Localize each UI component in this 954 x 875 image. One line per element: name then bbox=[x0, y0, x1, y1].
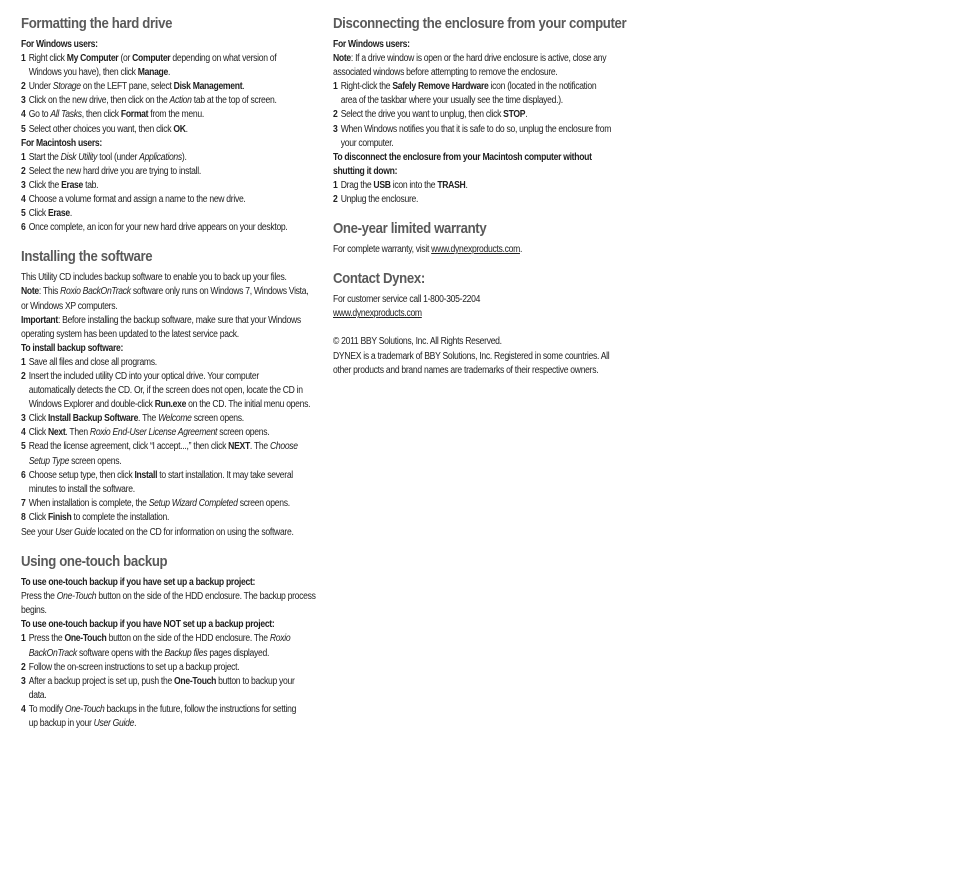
disconnecting-mac-heading: To disconnect the enclosure from your Macintosh computer without bbox=[333, 151, 592, 163]
warranty-section bbox=[333, 219, 625, 257]
installing-note: Note: This Roxio BackOnTrack software only runs on Windows 7, Windows Vista, bbox=[21, 286, 309, 298]
copyright: © 2011 BBY Solutions, Inc. All Rights Reserved. bbox=[333, 336, 502, 348]
list-item: 1 Drag the USB icon into the TRASH. bbox=[333, 179, 468, 191]
left-column bbox=[21, 14, 317, 743]
formatting-mac-heading: For Macintosh users: bbox=[21, 137, 102, 149]
list-item: 2 Insert the included utility CD into your optical drive. Your computer bbox=[21, 370, 259, 382]
warranty-title: One-year limited warranty bbox=[333, 220, 487, 238]
installing-intro: This Utility CD includes backup software to enable you to back up your files. bbox=[21, 272, 287, 284]
formatting-section bbox=[21, 14, 317, 235]
list-item: 3 Click the Erase tab. bbox=[21, 179, 99, 191]
list-item: 4 Choose a volume format and assign a name to the new drive. bbox=[21, 194, 246, 206]
installing-note-cont: or Windows XP computers. bbox=[21, 300, 118, 312]
list-item-continuation: automatically detects the CD. Or, if the screen does not open, locate the CD in bbox=[28, 385, 303, 397]
disconnecting-windows-heading: For Windows users: bbox=[333, 39, 410, 50]
list-item-continuation: area of the taskbar where your usually see the time displayed.). bbox=[340, 95, 563, 107]
contact-phone: For customer service call 1-800-305-2204 bbox=[333, 294, 481, 306]
list-item: 6 Choose setup type, then click Install to start installation. It may take several bbox=[21, 469, 293, 481]
list-item: 2 Select the new hard drive you are trying to install. bbox=[21, 165, 201, 177]
disconnecting-title: Disconnecting the enclosure from your computer bbox=[333, 15, 627, 32]
list-item: 6 Once complete, an icon for your new hard drive appears on your desktop. bbox=[21, 222, 288, 234]
list-item: 2 Select the drive you want to unplug, then click STOP. bbox=[333, 109, 528, 121]
onetouch-heading-1: To use one-touch backup if you have set up a backup project: bbox=[21, 577, 256, 589]
warranty-link[interactable]: www.dynexproducts.com bbox=[431, 244, 520, 256]
disconnecting-mac-heading-cont: shutting it down: bbox=[333, 165, 398, 177]
list-item-continuation: Windows you have), then click Manage. bbox=[28, 67, 171, 79]
list-item: 1 Start the Disk Utility tool (under Applications). bbox=[21, 151, 187, 163]
disconnecting-note: Note: If a drive window is open or the hard drive enclosure is active, close any bbox=[333, 53, 607, 65]
onetouch-heading-2: To use one-touch backup if you have NOT set up a backup project: bbox=[21, 619, 275, 631]
installing-important: Important: Before installing the backup software, make sure that your Windows bbox=[21, 314, 301, 326]
list-item: 1 Right click My Computer (or Computer depending on what version of bbox=[21, 53, 277, 65]
list-item-continuation: data. bbox=[28, 689, 47, 701]
list-item-continuation: minutes to install the software. bbox=[28, 483, 135, 495]
onetouch-para: Press the One-Touch button on the side of the HDD enclosure. The backup process bbox=[21, 591, 316, 603]
installing-section bbox=[21, 247, 317, 540]
list-item: 3 Click Install Backup Software. The Welcome screen opens. bbox=[21, 413, 244, 425]
list-item-continuation: Windows Explorer and double-click Run.exe on the CD. The initial menu opens. bbox=[28, 399, 311, 411]
installing-important-cont: operating system has been updated to the latest service pack. bbox=[21, 328, 239, 340]
trademark: DYNEX is a trademark of BBY Solutions, Inc. Registered in some countries. All bbox=[333, 350, 610, 362]
list-item: 1 Press the One-Touch button on the side of the HDD enclosure. The Roxio bbox=[21, 633, 291, 645]
list-item: 4 Click Next. Then Roxio End-User License Agreement screen opens. bbox=[21, 427, 270, 439]
list-item-continuation: your computer. bbox=[340, 137, 394, 149]
see-user-guide: See your User Guide located on the CD for information on using the software. bbox=[21, 527, 294, 538]
list-item-continuation: up backup in your User Guide. bbox=[28, 718, 137, 730]
contact-title: Contact Dynex: bbox=[333, 270, 425, 288]
list-item: 2 Under Storage on the LEFT pane, select Disk Management. bbox=[21, 81, 245, 93]
installing-title: Installing the software bbox=[21, 248, 153, 266]
disconnecting-section bbox=[333, 14, 625, 207]
onetouch-section bbox=[21, 552, 317, 731]
list-item: 8 Click Finish to complete the installation. bbox=[21, 511, 170, 523]
to-install-heading: To install backup software: bbox=[21, 342, 124, 354]
warranty-text: For complete warranty, visit www.dynexproducts.com. bbox=[333, 244, 523, 256]
onetouch-title: Using one-touch backup bbox=[21, 553, 168, 571]
list-item: 1 Right-click the Safely Remove Hardware icon (located in the notification bbox=[333, 81, 597, 93]
contact-link[interactable]: www.dynexproducts.com bbox=[333, 308, 422, 320]
list-item: 3 Click on the new drive, then click on the Action tab at the top of screen. bbox=[21, 95, 277, 107]
list-item: 1 Save all files and close all programs. bbox=[21, 356, 157, 368]
onetouch-para-cont: begins. bbox=[21, 605, 47, 617]
list-item: 7 When installation is complete, the Setup Wizard Completed screen opens. bbox=[21, 497, 290, 509]
right-column bbox=[333, 14, 625, 390]
list-item: 5 Click Erase. bbox=[21, 208, 72, 220]
list-item: 2 Follow the on-screen instructions to set up a backup project. bbox=[21, 661, 240, 673]
list-item: 5 Read the license agreement, click “I accept...,” then click NEXT. The Choose bbox=[21, 441, 298, 453]
trademark-cont: other products and brand names are trademarks of their respective owners. bbox=[333, 364, 599, 376]
list-item: 2 Unplug the enclosure. bbox=[333, 194, 419, 206]
disconnecting-note-cont: associated windows before attempting to remove the enclosure. bbox=[333, 67, 558, 79]
formatting-title: Formatting the hard drive bbox=[21, 15, 173, 32]
contact-section bbox=[333, 269, 625, 377]
formatting-windows-heading: For Windows users: bbox=[21, 39, 98, 50]
list-item: 4 Go to All Tasks, then click Format from the menu. bbox=[21, 109, 204, 121]
list-item: 5 Select other choices you want, then click OK. bbox=[21, 123, 188, 135]
list-item: 4 To modify One-Touch backups in the future, follow the instructions for setting bbox=[21, 703, 297, 715]
list-item: 3 After a backup project is set up, push the One-Touch button to backup your bbox=[21, 675, 295, 687]
list-item: 3 When Windows notifies you that it is safe to do so, unplug the enclosure from bbox=[333, 123, 612, 135]
list-item-continuation: Setup Type screen opens. bbox=[28, 455, 122, 467]
list-item-continuation: BackOnTrack software opens with the Backup files pages displayed. bbox=[28, 647, 270, 659]
